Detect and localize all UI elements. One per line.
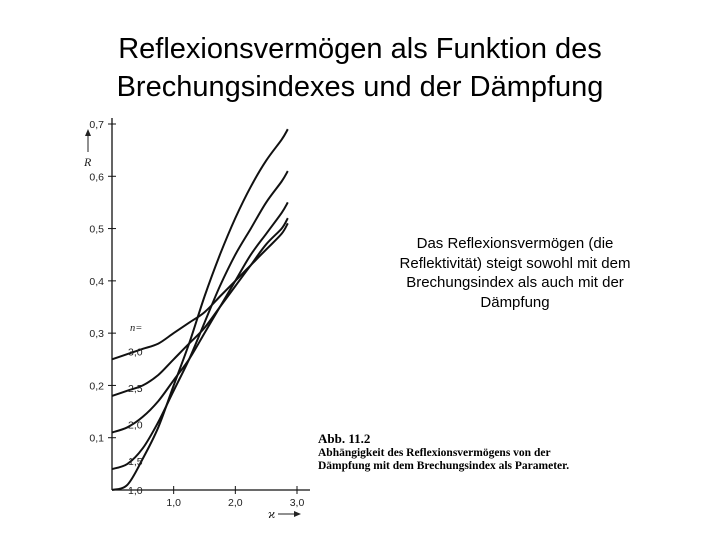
y-tick-label: 0,7 [89, 119, 104, 131]
series-line-n-1-0 [112, 129, 288, 490]
series-line-n-2-0 [112, 202, 288, 432]
series-label-n-1-0: 1,0 [128, 485, 143, 497]
labels-layer [83, 129, 301, 521]
description-text: Das Reflexionsvermögen (die Reflektivität) steigt sowohl mit dem Brechungsindex als auch mit der Dämpfung [399, 235, 631, 311]
series-line-n-2-5 [112, 218, 288, 396]
figure-caption-number: Abb. 11.2 [318, 431, 371, 446]
y-axis-label: R [84, 155, 92, 169]
series-layer [112, 129, 288, 490]
y-tick-label: 0,5 [89, 223, 104, 236]
y-tick-label: 0,6 [89, 171, 104, 184]
chart-figure [62, 112, 320, 532]
y-tick-label: 0,2 [89, 380, 104, 393]
x-tick-label: 2,0 [228, 497, 243, 509]
axes-layer [112, 118, 310, 490]
y-tick-label: 0,4 [89, 275, 104, 288]
series-label-n-2-0: 2,0 [128, 419, 143, 432]
x-axis-arrowhead [294, 511, 301, 517]
series-label-n-1-5: 1,5 [128, 456, 143, 469]
series-label-n-2-5: 2,5 [128, 382, 143, 395]
ticks-layer [89, 119, 304, 509]
y-tick-label: 0,3 [89, 328, 104, 341]
x-axis-label: ϰ [268, 506, 276, 521]
title-line-2: Brechungsindexes und der Dämpfung [116, 71, 604, 103]
legend-title: n= [130, 323, 143, 334]
y-tick-label: 0,1 [89, 432, 104, 445]
slide-title [0, 30, 720, 106]
chart-svg [62, 112, 320, 532]
title-line-1: Reflexionsvermögen als Funktion des [118, 33, 602, 65]
x-tick-label: 1,0 [166, 497, 181, 509]
series-label-n-3-0: 3,0 [128, 346, 143, 359]
figure-caption [318, 432, 578, 473]
figure-caption-text: Abhängigkeit des Reflexionsvermögens von der Dämpfung mit dem Brechungsindex als Parameter. [318, 447, 570, 472]
series-line-n-3-0 [112, 223, 288, 359]
x-tick-label: 3,0 [289, 497, 305, 509]
